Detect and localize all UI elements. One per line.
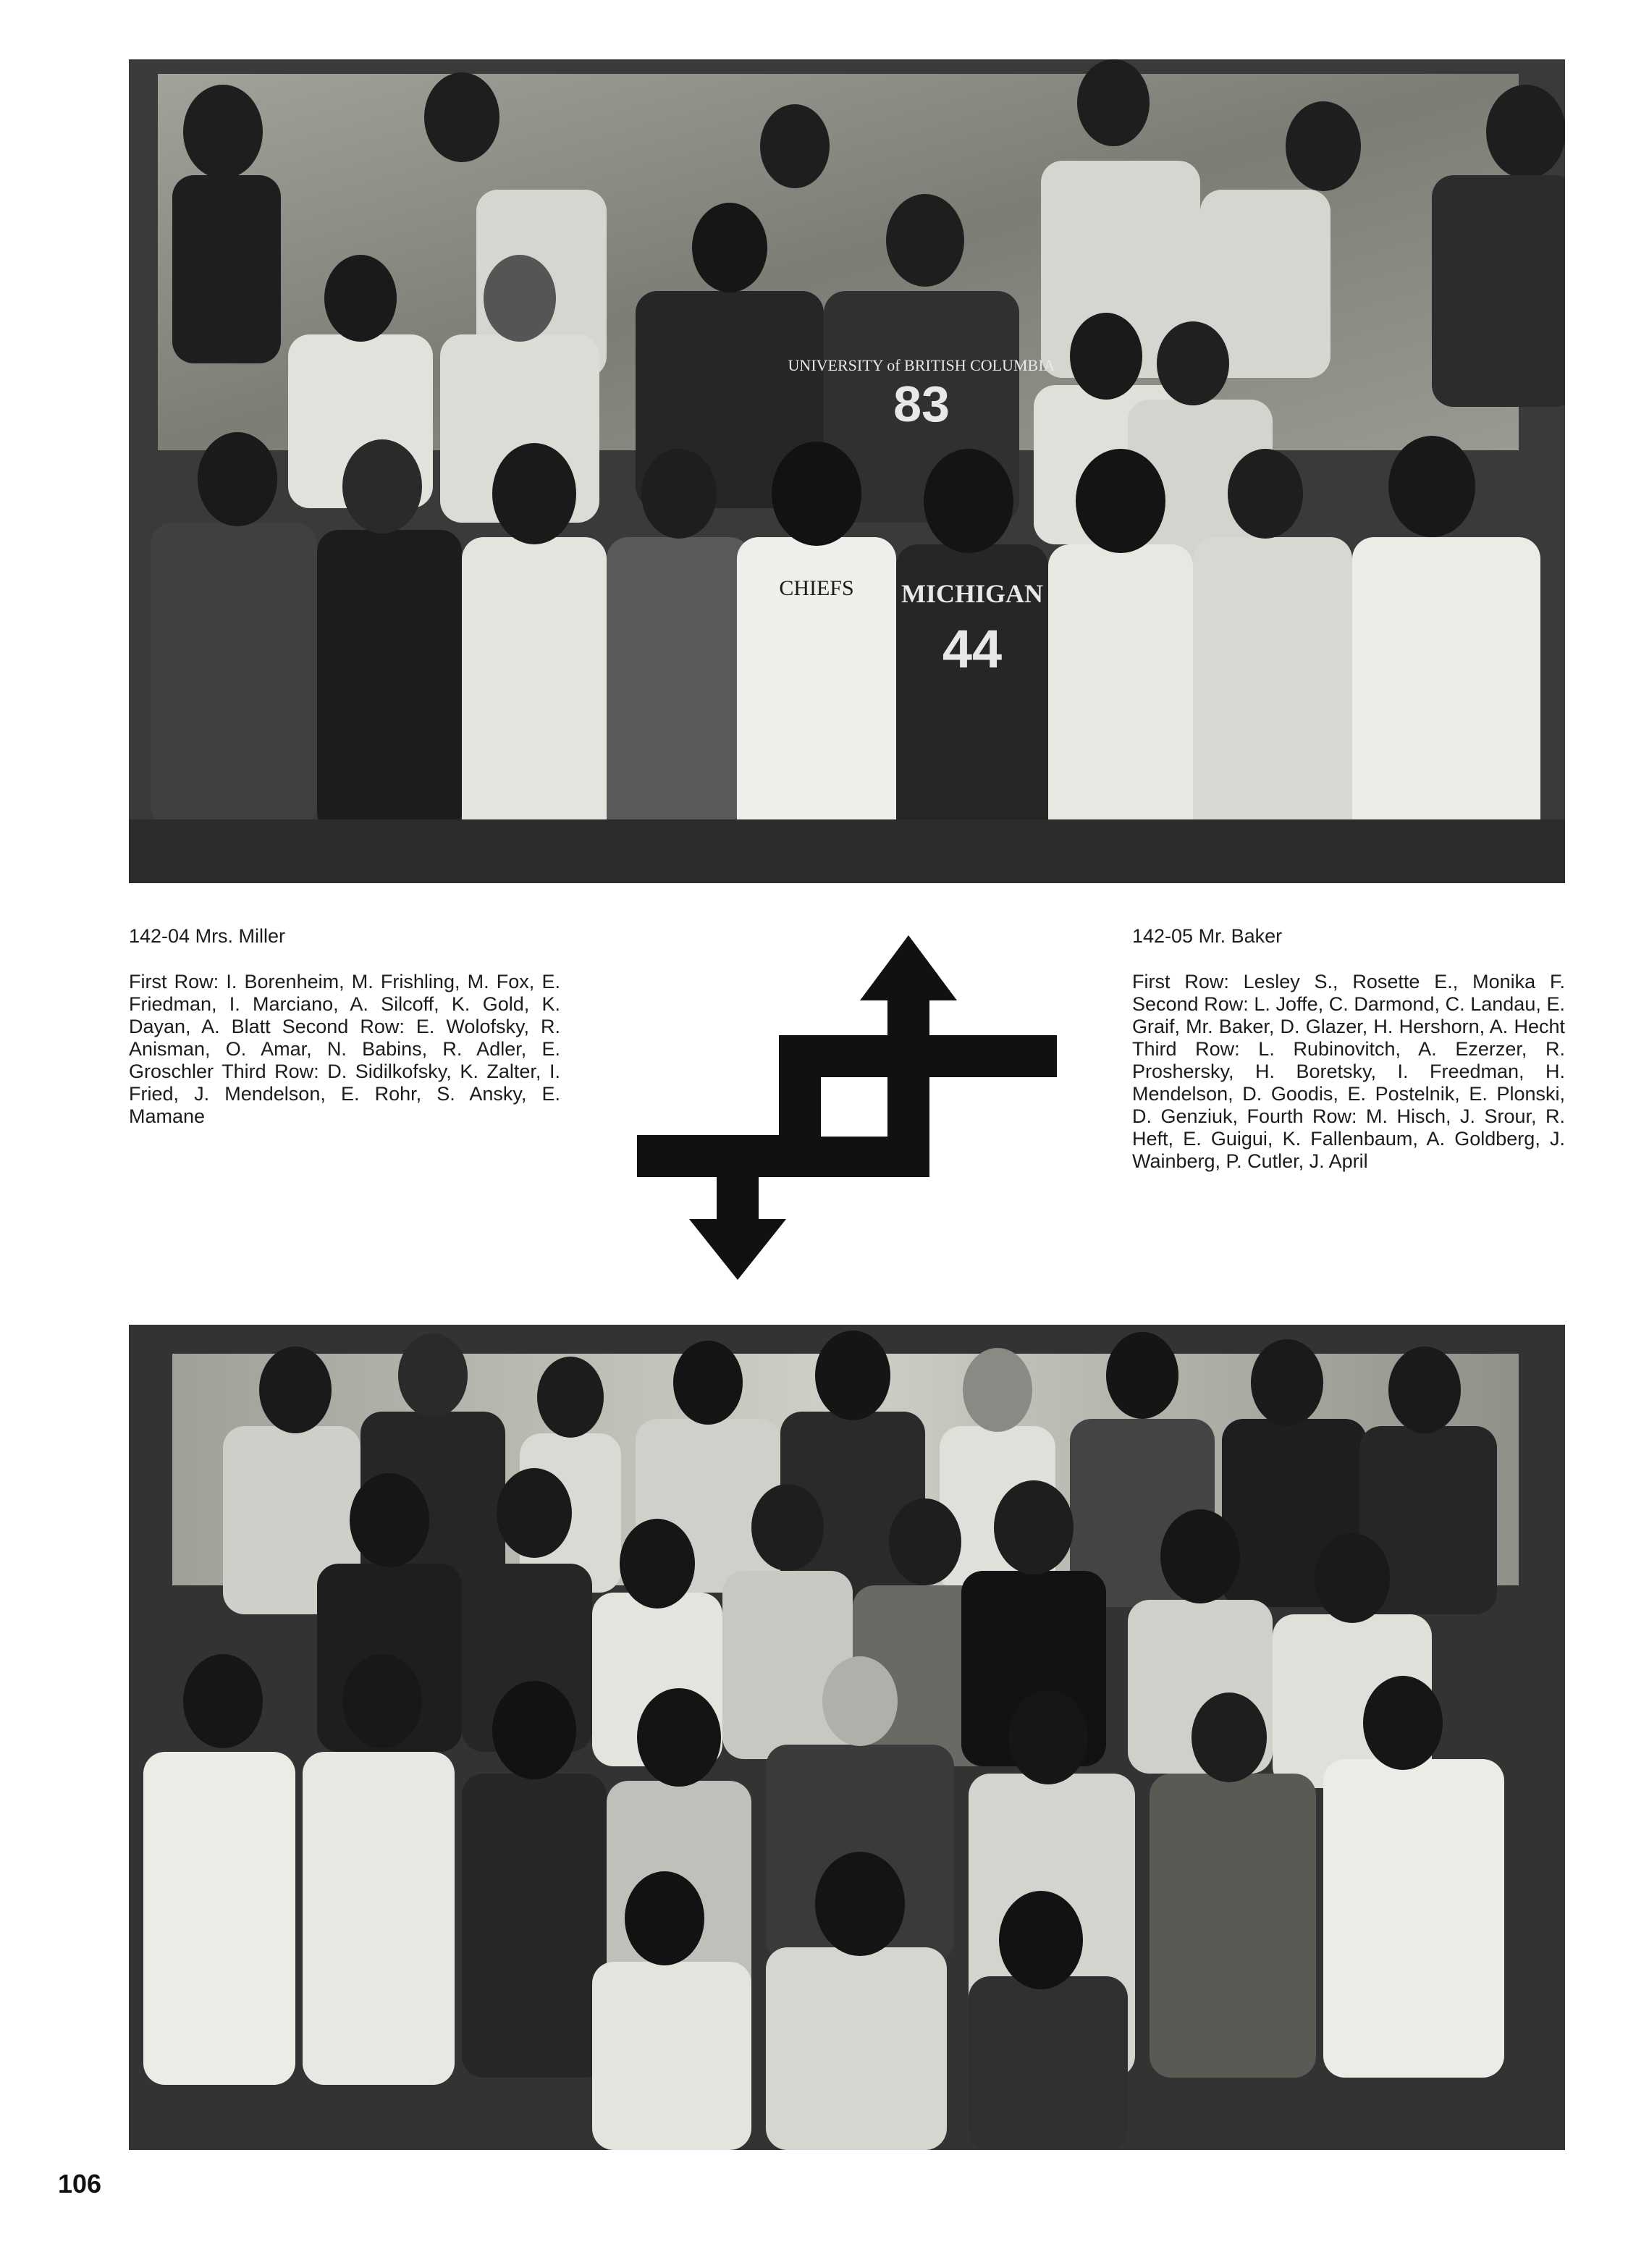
page-number: 106 xyxy=(58,2169,102,2199)
caption-class-142-04 xyxy=(129,925,560,1128)
caption-title: 142-05 Mr. Baker xyxy=(1132,925,1283,947)
jersey-text-ubc: UNIVERSITY of BRITISH COLUMBIA xyxy=(788,356,1055,374)
jersey-text-chiefs: CHIEFS xyxy=(779,576,854,600)
caption-title: 142-04 Mrs. Miller xyxy=(129,925,286,947)
arrows-logo xyxy=(630,934,1064,1281)
class-photo-142-04-image xyxy=(129,59,1565,883)
class-photo-142-04 xyxy=(129,59,1565,883)
caption-names: First Row: I. Borenheim, M. Frishling, M. Fox, E. Friedman, I. Marciano, A. Silcoff, K. Gold, K. Dayan, A. Blatt Second Row: E. Wolofsky, R. Anisman, O. Amar, N. Babins, R. Adler, E. Groschler Third Row: D. Sidilkofsky, K. Zalter, I. Fried, J. Mendelson, E. Rohr, S. Ansky, E. Mamane xyxy=(129,971,560,1127)
jersey-text-michigan: MICHIGAN xyxy=(901,579,1043,608)
class-photo-142-05 xyxy=(129,1325,1565,2150)
arrows-logo-icon xyxy=(630,934,1064,1281)
jersey-number-44: 44 xyxy=(942,619,1003,679)
caption-names: First Row: Lesley S., Rosette E., Monika F. Second Row: L. Joffe, C. Darmond, C. Landau, E. Graif, Mr. Baker, D. Glazer, H. Hershorn, A. Hecht Third Row: L. Rubinovitch, A. Ezerzer, R. Proshersky, H. Boretsky, I. Freedman, H. Mendelson, D. Goodis, E. Postelnik, E. Plonski, D. Genziuk, Fourth Row: M. Hisch, J. Srour, R. Heft, E. Guigui, K. Fallenbaum, A. Goldberg, J. Wainberg, P. Cutler, J. April xyxy=(1132,971,1565,1172)
class-photo-142-05-image xyxy=(129,1325,1565,2150)
caption-class-142-05 xyxy=(1132,925,1565,1173)
jersey-number-83: 83 xyxy=(893,376,950,432)
